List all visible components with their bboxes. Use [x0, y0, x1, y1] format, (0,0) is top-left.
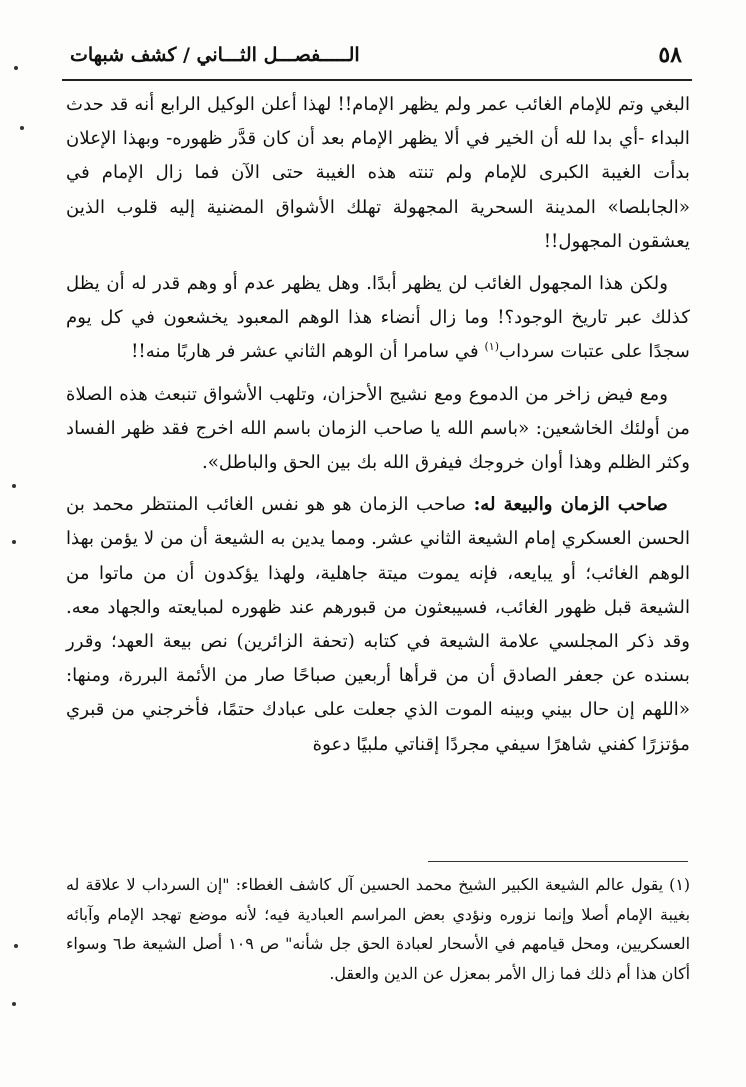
paragraph-3: ومع فيض زاخر من الدموع ومع نشيج الأحزان، وتلهب الأشواق تنبعث هذه الصلاة من أولئك الخاشعين: «باسم الله يا صاحب الزمان باسم الله اخرج فقد ظهر الفساد وكثر الظلم وهذا أوان خروجك فيفرق الله بك بين الحق والباطل». — [66, 383, 690, 474]
page-number: ٥٨ — [658, 42, 682, 68]
scan-speck — [12, 1002, 16, 1006]
paragraph-2 — [66, 267, 690, 370]
running-title: الـــــفصـــل الثـــاني / كشف شبهات — [70, 44, 360, 66]
footnote — [66, 870, 690, 988]
paragraph-2-text-b: في سامرا أن الوهم الثاني عشر فر هاربًا منه!! — [131, 341, 485, 363]
paragraph-4 — [66, 488, 690, 762]
footnote-marker: (١) — [669, 875, 690, 894]
header-rule — [62, 79, 692, 81]
main-text — [66, 88, 690, 770]
footnote-rule — [428, 861, 688, 862]
scan-speck — [14, 66, 18, 70]
scan-speck — [12, 540, 16, 544]
scan-speck — [12, 484, 16, 488]
paragraph-1: البغي وتم للإمام الغائب عمر ولم يظهر الإمام!! لهذا أعلن الوكيل الرابع أنه قد حدث البداء -أي بدا لله أن الخير في ألا يظهر الإمام بعد أن كان قدَّر ظهوره- وبهذا الإعلان بدأت الغيبة الكبرى للإمام ولم تنته هذه الغيبة حتى الآن فما زال الإمام في «الجابلصا» المدينة السحرية المجهولة تهلك الأشواق المضنية إليه قلوب الذين يعشقون المجهول!! — [66, 94, 690, 252]
section-heading: صاحب الزمان والبيعة له: — [473, 494, 668, 516]
paragraph-2-text-a: ولكن هذا المجهول الغائب لن يظهر أبدًا. وهل يظهر عدم أو وهم قدر له أن يظل كذلك عبر تاريخ الوجود؟! وما زال أنضاء هذا الوهم المعبود يخشعون في كل يوم سجدًا على عتبات سرداب — [66, 273, 690, 363]
footnote-text: يقول عالم الشيعة الكبير الشيخ محمد الحسين آل كاشف الغطاء: "إن السرداب لا علاقة له بغيبة الإمام أصلا وإنما نزوره ونؤدي بعض المراسم العبادية فيه؛ لأنه موضع تهجد الإمام وآبائه العسكريين، ومحل قيامهم في الأسحار لعبادة الحق جل شأنه" ص ١٠٩ أصل الشيعة ط٦ وسواء أكان هذا أم ذلك فما زال الأمر بمعزل عن الدين والعقل. — [66, 875, 690, 983]
scan-speck — [14, 944, 18, 948]
scan-speck — [20, 126, 24, 130]
page-header — [64, 38, 690, 76]
paragraph-4-text: صاحب الزمان هو هو نفس الغائب المنتظر محمد بن الحسن العسكري إمام الشيعة الثاني عشر. ومما يدين به الشيعة أن من لا يؤمن بهذا الوهم الغائب؛ أو يبايعه، فإنه يموت ميتة جاهلية، ولهذا يؤكدون أن من ماتوا من الشيعة قبل ظهور الغائب، فسيبعثون من قبورهم عند ظهوره لمبايعته والجهاد معه. وقد ذكر المجلسي علامة الشيعة في كتابه (تحفة الزائرين) نص بيعة العهد؛ وقرر بسنده عن جعفر الصادق أن من قرأها أربعين صباحًا صار من الأئمة البررة، ومنها: «اللهم إن حال بيني وبينه الموت الذي جعلت على عبادك حتمًا، فأخرجني من قبري مؤتزرًا كفني شاهرًا سيفي مجردًا إقناتي ملبيًا دعوة — [66, 494, 690, 755]
footnote-reference[interactable]: (١) — [484, 340, 499, 354]
